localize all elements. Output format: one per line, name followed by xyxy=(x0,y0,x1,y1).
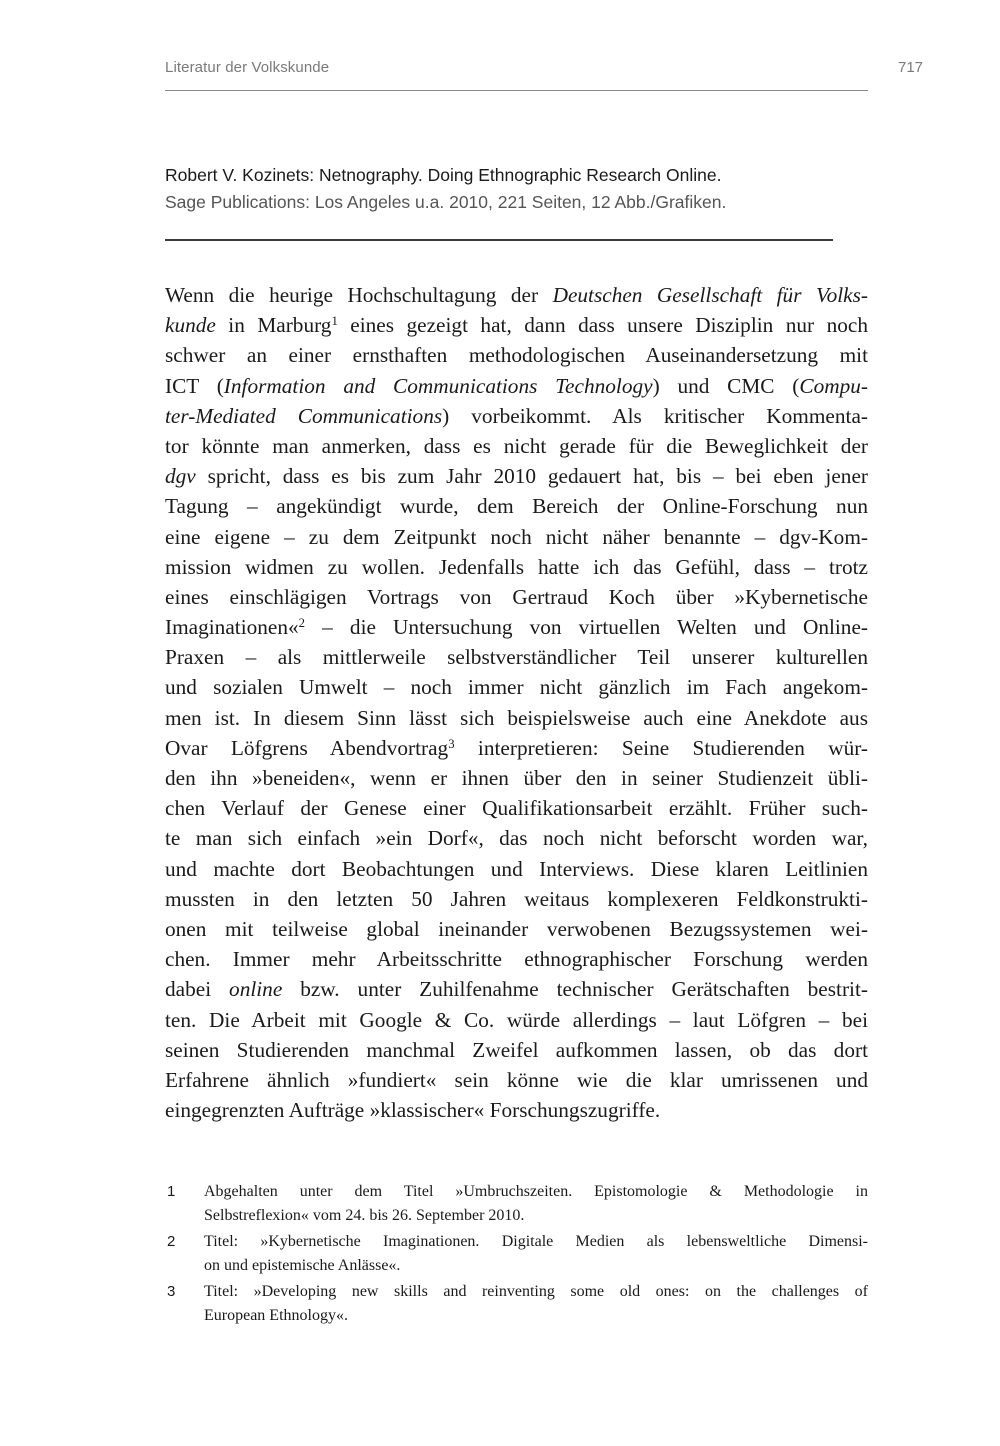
running-head-title: Literatur der Volkskunde xyxy=(165,59,330,76)
body-line: Erfahrene ähnlich »fundiert« sein könne wie die klar umrissenen und xyxy=(165,1067,868,1092)
footnote-reference[interactable]: 1 xyxy=(331,314,338,329)
italic-term: Deutschen Gesellschaft für Volks- xyxy=(552,283,868,307)
body-line: chen Verlauf der Genese einer Qualifikationsarbeit erzählt. Früher such- xyxy=(165,796,868,821)
body-line: onen mit teilweise global ineinander verwobenen Bezugssystemen wei- xyxy=(165,916,868,941)
body-line: ICT (Information and Communications Technology) und CMC (Compu- xyxy=(165,373,868,398)
footnote-number: 1 xyxy=(167,1183,176,1200)
footnote-number: 2 xyxy=(167,1233,176,1250)
footnote-text xyxy=(204,1230,868,1278)
body-line: mussten in den letzten 50 Jahren weitaus komplexeren Feldkonstrukti- xyxy=(165,886,868,911)
footnote-line: European Ethnology«. xyxy=(204,1307,348,1324)
body-line: ten. Die Arbeit mit Google & Co. würde allerdings – laut Löfgren – bei xyxy=(165,1007,868,1032)
footnote-line: Selbstreflexion« vom 24. bis 26. September 2010. xyxy=(204,1207,525,1224)
body-line: und machte dort Beobachtungen und Interviews. Diese klaren Leitlinien xyxy=(165,856,868,881)
footnote-text xyxy=(204,1180,868,1228)
italic-term: online xyxy=(229,977,283,1002)
review-header xyxy=(165,162,835,216)
footnote-1 xyxy=(165,1180,868,1228)
body-line: te man sich einfach »ein Dorf«, das noch nicht beforscht worden war, xyxy=(165,826,868,851)
footnote-line: Titel: »Kybernetische Imaginationen. Digitale Medien als lebensweltliche Dimensi- xyxy=(204,1233,868,1250)
body-line: ter-Mediated Communications) vorbeikommt. Als kritischer Kommenta- xyxy=(165,403,868,428)
footnote-3 xyxy=(165,1280,868,1328)
footnotes xyxy=(165,1180,868,1330)
footnote-text xyxy=(204,1280,868,1328)
body-line: Ovar Löfgrens Abendvortrag$^3$ interpretieren: Seine Studierenden wür- xyxy=(165,735,869,760)
header-divider xyxy=(165,239,833,241)
body-line: mission widmen zu wollen. Jedenfalls hatte ich das Gefühl, dass – trotz xyxy=(165,554,868,579)
body-line: Imaginationen«$^2$ – die Untersuchung von virtuellen Welten und Online- xyxy=(165,615,868,640)
review-title: Robert V. Kozinets: Netnography. Doing Ethnographic Research Online. xyxy=(165,165,722,185)
body-line: dabei online bzw. unter Zuhilfenahme technischer Gerätschaften bestrit- xyxy=(165,977,868,1002)
page-number: 717 xyxy=(898,59,924,76)
body-line: Praxen – als mittlerweile selbstverständlicher Teil unserer kulturellen xyxy=(165,645,868,670)
body-line: Wenn die heurige Hochschultagung der Deutschen Gesellschaft für Volks- xyxy=(165,283,868,307)
body-line: schwer an einer ernsthaften methodologischen Auseinandersetzung mit xyxy=(165,343,868,368)
italic-term: ter-Mediated Communications xyxy=(165,403,443,428)
body-line: dgv spricht, dass es bis zum Jahr 2010 gedauert hat, bis – bei eben jener xyxy=(165,464,868,489)
body-line: eine eigene – zu dem Zeitpunkt noch nicht näher benannte – dgv-Kom- xyxy=(165,524,868,549)
body-line: men ist. In diesem Sinn lässt sich beispielsweise auch eine Anekdote aus xyxy=(165,705,868,730)
italic-term: Information and Communications Technology xyxy=(223,373,653,398)
body-line: chen. Immer mehr Arbeitsschritte ethnographischer Forschung werden xyxy=(165,947,868,972)
body-line: tor könnte man anmerken, dass es nicht gerade für die Beweglichkeit der xyxy=(165,433,868,458)
body-line: eingegrenzten Aufträge »klassischer« Forschungszugriffe. xyxy=(165,1098,661,1123)
footnote-reference[interactable]: 2 xyxy=(298,616,306,631)
italic-term: Compu- xyxy=(799,373,868,398)
italic-term: dgv xyxy=(165,464,196,489)
review-body xyxy=(165,280,868,1125)
body-line: kunde in Marburg$^1$ eines gezeigt hat, dann dass unsere Disziplin nur noch xyxy=(165,313,868,338)
footnote-line: Abgehalten unter dem Titel »Umbruchszeiten. Epistomologie & Methodologie in xyxy=(204,1183,868,1200)
review-publication-info: Sage Publications: Los Angeles u.a. 2010, 221 Seiten, 12 Abb./Grafiken. xyxy=(165,192,727,212)
body-line: seinen Studierenden manchmal Zweifel aufkommen lassen, ob das dort xyxy=(165,1037,868,1062)
body-line: und sozialen Umwelt – noch immer nicht gänzlich im Fach angekom- xyxy=(165,675,868,700)
running-head xyxy=(165,58,924,91)
footnote-number: 3 xyxy=(167,1283,176,1300)
body-line: Tagung – angekündigt wurde, dem Bereich der Online-Forschung nun xyxy=(165,494,868,519)
footnote-2 xyxy=(165,1230,868,1278)
footnote-reference[interactable]: 3 xyxy=(448,736,455,751)
body-line: eines einschlägigen Vortrags von Gertraud Koch über »Kybernetische xyxy=(165,584,868,609)
footnote-line: on und epistemische Anlässe«. xyxy=(204,1257,401,1274)
body-line: den ihn »beneiden«, wenn er ihnen über den in seiner Studienzeit übli- xyxy=(165,766,868,790)
footnote-line: Titel: »Developing new skills and reinventing some old ones: on the challenges of xyxy=(204,1283,868,1300)
italic-term: kunde xyxy=(165,313,216,338)
